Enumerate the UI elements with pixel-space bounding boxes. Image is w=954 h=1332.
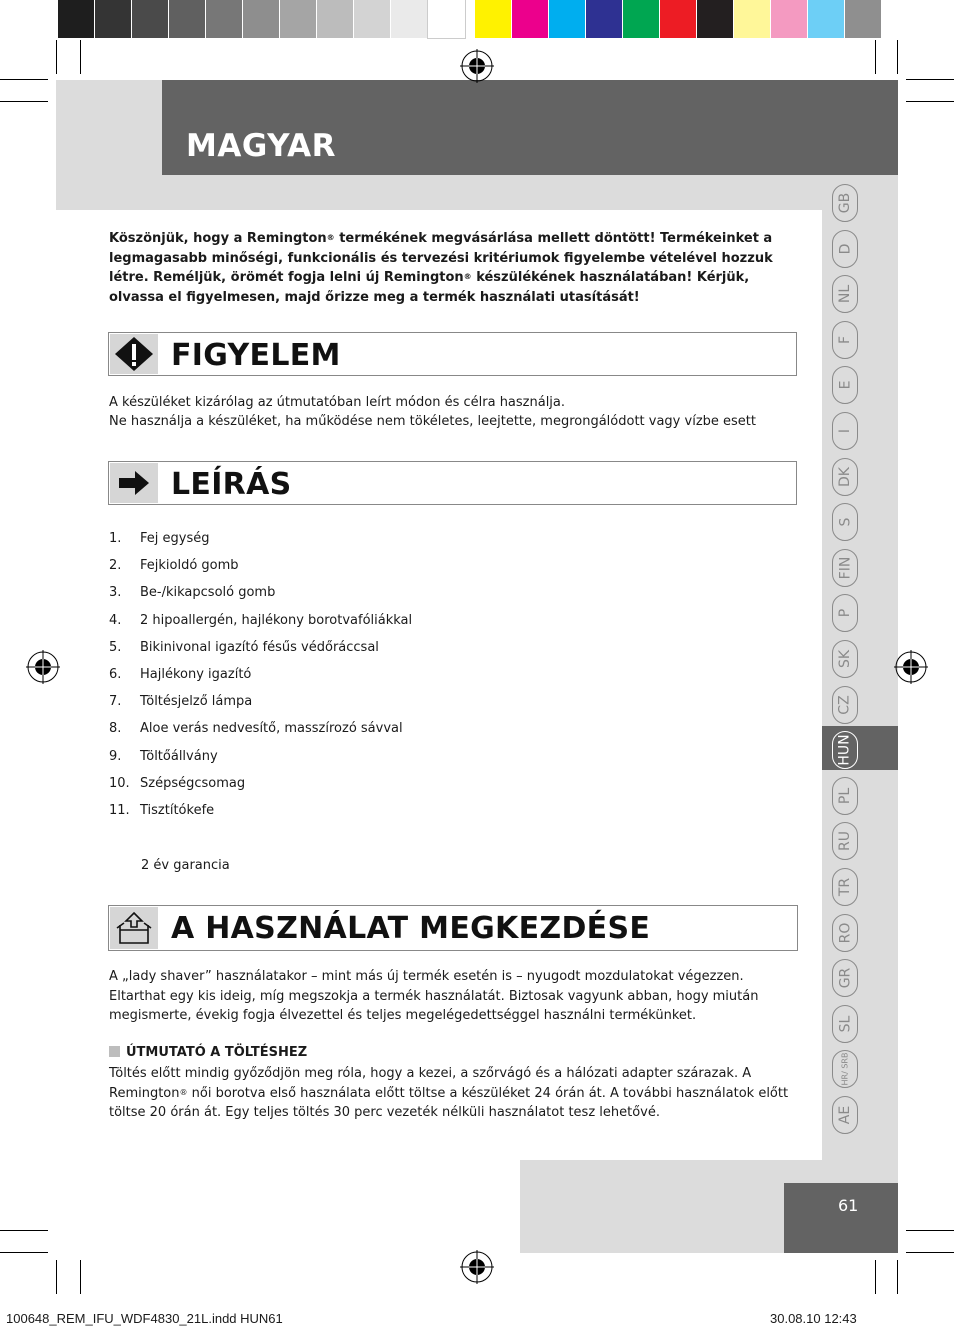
language-tab-sk[interactable]: [832, 640, 858, 678]
registration-mark-icon: [460, 49, 494, 83]
description-section-header: [108, 461, 797, 505]
list-text: Töltésjelző lámpa: [140, 694, 253, 710]
language-tab-label: P: [836, 609, 853, 618]
crop-mark: [906, 1252, 954, 1253]
crop-mark: [80, 40, 81, 74]
crop-mark: [0, 79, 48, 80]
color-swatch: [58, 0, 95, 38]
color-swatch: [95, 0, 132, 38]
unpacking-box-icon: [110, 907, 158, 949]
swatch-gap: [465, 0, 475, 38]
crop-mark: [56, 40, 57, 74]
warning-text: A készüléket kizárólag az útmutatóban leírt módon és célra használja.: [109, 395, 566, 410]
language-tab-pl[interactable]: [832, 777, 858, 815]
list-item: [109, 558, 412, 585]
language-tab-hun[interactable]: [832, 731, 858, 769]
list-item: [109, 667, 412, 694]
list-text: Tisztítókefe: [140, 802, 215, 818]
list-number: 10.: [109, 775, 130, 791]
list-text: Fej egység: [140, 531, 210, 546]
warning-text: Ne használja a készüléket, ha működése nem tökéletes, leejtette, megrongálódott vagy vízbe esett: [109, 414, 756, 429]
charging-text: Töltés előtt mindig győződjön meg róla, hogy a kezei, a szőrvágó és a hálózati adapter szárazak. A Remington: [109, 1066, 752, 1101]
arrow-right-icon: [110, 463, 158, 503]
intro-text: készülékének használatában! Kérjük, olvassa el figyelmesen, majd őrizze meg a termék használati utasítását!: [109, 270, 750, 305]
color-swatch: [475, 0, 512, 38]
intro-text: termékének megvásárlása mellett döntött! Termékeinket a legmagasabb minőségi, funkcionális és tervezési kritériumok figyelembe vételével hozzuk létre. Reméljük, örömét fogja lelni új Remington: [109, 231, 773, 286]
language-tab-p[interactable]: [832, 594, 858, 632]
registration-mark-icon: [26, 650, 60, 684]
crop-mark: [897, 40, 898, 74]
list-text: Hajlékony igazító: [140, 666, 252, 682]
section-title: A HASZNÁLAT MEGKEZDÉSE: [171, 911, 651, 946]
charging-subheading: [109, 1043, 307, 1063]
color-swatch: [169, 0, 206, 38]
color-swatch: [845, 0, 882, 38]
language-tab-nl[interactable]: [832, 275, 858, 313]
color-swatch: [354, 0, 391, 38]
language-tab-fin[interactable]: [832, 549, 858, 587]
charging-text: női borotva első használata előtt töltse a készüléket 24 órán át. A további használatok előtt töltse 20 órán át. Egy teljes töltés 30 perc vezeték nélküli használatot tesz lehetővé.: [109, 1085, 789, 1120]
list-number: 2.: [109, 558, 122, 574]
list-number: 8.: [109, 721, 122, 737]
list-text: Szépségcsomag: [140, 775, 246, 791]
language-tab-label: SL: [837, 1015, 853, 1033]
registration-mark-icon: [894, 650, 928, 684]
warning-item: [109, 413, 756, 431]
language-tab-tr[interactable]: [832, 868, 858, 906]
color-swatch: [132, 0, 169, 38]
language-tab-label: TR: [837, 877, 853, 897]
crop-mark: [56, 1260, 57, 1294]
color-swatch: [660, 0, 697, 38]
language-tab-label: NL: [837, 285, 853, 304]
language-tab-ro[interactable]: [832, 914, 858, 952]
page-number: 61: [838, 1196, 859, 1215]
registration-mark-icon: [460, 1250, 494, 1284]
page-title: MAGYAR: [186, 128, 336, 164]
language-tab-cz[interactable]: [832, 686, 858, 724]
list-text: Be-/kikapcsoló gomb: [140, 585, 276, 601]
language-tab-label: DK: [837, 466, 853, 487]
crop-mark: [0, 1252, 48, 1253]
list-number: 6.: [109, 666, 122, 682]
list-text: 2 hipoallergén, hajlékony borotvafóliákkal: [140, 612, 413, 628]
color-calibration-strip: [58, 0, 882, 38]
list-item: [109, 694, 412, 721]
language-tab-hrsrb[interactable]: [832, 1050, 858, 1088]
footer-file-info: 100648_REM_IFU_WDF4830_21L.indd HUN61: [6, 1311, 283, 1326]
color-swatch: [623, 0, 660, 38]
language-tab-label: HUN: [837, 734, 853, 766]
list-text: Bikinivonal igazító fésűs védőráccsal: [140, 639, 379, 655]
color-swatch: [734, 0, 771, 38]
language-tab-ru[interactable]: [832, 822, 858, 860]
crop-mark: [80, 1260, 81, 1294]
language-tab-label: HR/ SRB: [840, 1052, 849, 1086]
color-swatch: [586, 0, 623, 38]
charging-body: [109, 1064, 801, 1123]
language-tab-label: F: [837, 335, 853, 344]
intro-paragraph: [109, 229, 799, 307]
color-swatch: [697, 0, 734, 38]
header-band: [162, 80, 898, 175]
language-tab-label: D: [837, 243, 853, 254]
page-number-box: [784, 1183, 898, 1253]
crop-mark: [906, 79, 954, 80]
crop-mark: [897, 1260, 898, 1294]
intro-text: Köszönjük, hogy a Remington: [109, 231, 327, 246]
language-tab-label: E: [836, 380, 853, 390]
language-tab-label: SK: [836, 649, 853, 669]
list-item: [109, 776, 412, 803]
list-number: 7.: [109, 694, 122, 710]
language-tab-gr[interactable]: [832, 959, 858, 997]
crop-mark: [906, 101, 954, 102]
parts-list: [109, 531, 412, 830]
list-text: Fejkioldó gomb: [140, 558, 239, 574]
registered-mark: ®: [326, 233, 335, 242]
language-tab-label: S: [836, 517, 853, 527]
language-tab-dk[interactable]: [832, 458, 858, 496]
color-swatch: [428, 0, 465, 38]
list-item: [109, 613, 412, 640]
crop-mark: [0, 1230, 48, 1231]
subheading-text: ÚTMUTATÓ A TÖLTÉSHEZ: [126, 1045, 308, 1060]
list-item: [109, 721, 412, 748]
warning-icon: [110, 334, 158, 374]
color-swatch: [549, 0, 586, 38]
crop-mark: [875, 40, 876, 74]
warning-section-header: [108, 332, 797, 376]
language-tab-label: PL: [837, 787, 853, 804]
footer-timestamp: 30.08.10 12:43: [770, 1311, 857, 1326]
crop-mark: [875, 1260, 876, 1294]
subheading-square-icon: [109, 1046, 120, 1057]
language-tab-sl[interactable]: [832, 1005, 858, 1043]
registered-mark: ®: [179, 1087, 188, 1097]
language-tab-f[interactable]: [832, 321, 858, 359]
list-number: 5.: [109, 639, 122, 655]
warning-item: [109, 394, 565, 412]
color-swatch: [808, 0, 845, 38]
list-item: [109, 640, 412, 667]
list-number: 3.: [109, 585, 122, 601]
list-number: 1.: [109, 531, 122, 546]
crop-mark: [0, 101, 48, 102]
crop-mark: [906, 1230, 954, 1231]
list-item: [109, 749, 412, 776]
list-item: [109, 585, 412, 612]
language-tab-label: CZ: [837, 694, 853, 715]
language-tab-label: GR: [836, 967, 853, 989]
language-tab-label: RO: [837, 922, 853, 943]
list-text: Aloe verás nedvesítő, masszírozó sávval: [140, 721, 403, 737]
color-swatch: [771, 0, 808, 38]
color-swatch: [206, 0, 243, 38]
language-tab-label: RU: [836, 831, 853, 852]
registered-mark: ®: [463, 272, 472, 282]
list-number: 11.: [109, 802, 130, 818]
list-item: [109, 531, 412, 558]
language-tab-label: I: [836, 428, 853, 434]
list-number: 4.: [109, 612, 122, 628]
language-tab-ae[interactable]: [832, 1096, 858, 1134]
section-title: LEÍRÁS: [171, 467, 292, 502]
page-background-top-band: [56, 175, 898, 210]
language-tab-i[interactable]: [832, 412, 858, 450]
language-tab-s[interactable]: [832, 503, 858, 541]
language-tab-label: FIN: [837, 556, 853, 580]
getting-started-body: A „lady shaver” használatakor – mint más új termék esetén is – nyugodt mozdulatokat végezzen. Eltarthat egy kis ideig, míg megszokja a termék használatát. Biztosak vagyunk abban, hogy miután megismerte, évekig fogja élvezettel és teljes megelégedettséggel használni termékünket.: [109, 969, 759, 1023]
language-tab-label: AE: [837, 1105, 853, 1125]
color-swatch: [243, 0, 280, 38]
list-number: 9.: [109, 748, 122, 764]
getting-started-section-header: [108, 905, 798, 951]
warranty-text: 2 év garancia: [141, 858, 230, 873]
language-tab-gb[interactable]: [832, 184, 858, 222]
color-swatch: [512, 0, 549, 38]
list-text: Töltőállvány: [140, 748, 218, 764]
color-swatch: [280, 0, 317, 38]
list-item: [109, 803, 412, 830]
language-tab-d[interactable]: [832, 230, 858, 268]
language-tab-e[interactable]: [832, 366, 858, 404]
language-tab-label: GB: [836, 192, 853, 214]
section-title: FIGYELEM: [171, 338, 341, 373]
color-swatch: [317, 0, 354, 38]
color-swatch: [391, 0, 428, 38]
